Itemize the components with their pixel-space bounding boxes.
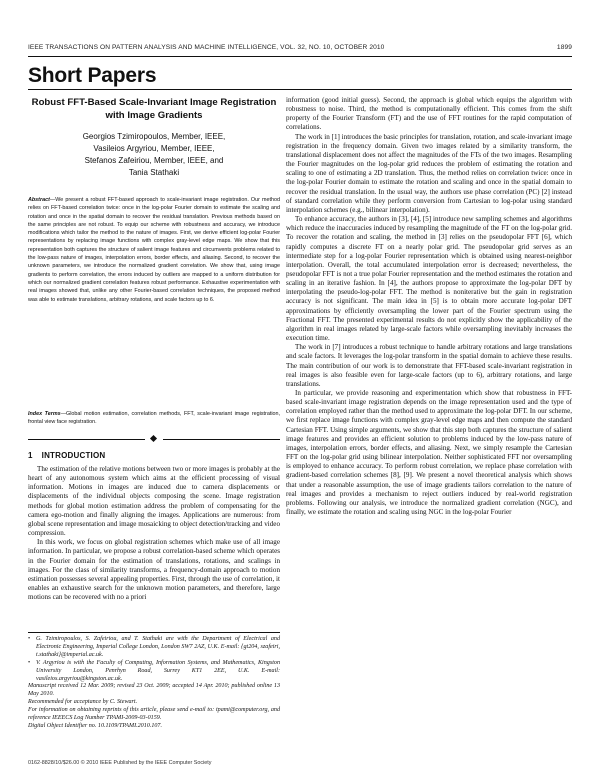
footnotes [28, 636, 280, 731]
affiliation-text: G. Tzimiropoulos, S. Zafeiriou, and T. Stathaki are with the Department of Electrical and Electronic Engineering, Imperial College London, London SW7 2AZ, U.K. E-mail: {gt204, szafeiri, t.stathaki}@imperial.ac.uk. [36, 636, 280, 658]
affiliation-note [28, 636, 280, 660]
index-terms-text: Global motion estimation, correlation methods, FFT, scale-invariant image registration, frontal view face registration. [28, 411, 281, 426]
section-title: Short Papers [28, 64, 157, 87]
body-paragraph: In particular, we provide reasoning and experimentation which show that robustness in FFT-based scale-invariant image registration depends on the image representation used and the type of correlation employed rather than the method used to approximate the log-polar DFT. In our scheme, we first replace image functions with complex gray-level edge maps and then compute the standard Cartesian FFT. Using simple arguments, we show that this step both captures the structure of salient image features and provides an efficient solution to problems induced by the low-pass nature of images, interpolation errors, border effects, and aliasing. Next, we simply resample the Cartesian FFT on the log-polar grid using bilinear interpolation. Neither sophisticated FFT nor oversampling is employed to enhance accuracy. To perform robust correlation, we replace phase correlation with gradient-based correlation schemes [8], [9]. We present a novel theoretical analysis which shows that under a reasonable assumption, the use of image gradients tailors correlation to the nature of real images and provides a mechanism to reject outliers induced by real-world registration problems. Following our analysis, we introduce the normalized gradient correlation (NGC), and finally, we estimate the rotation and scaling using NGC in the log-polar Fourier [286, 389, 572, 517]
bullet-icon: • [28, 636, 31, 642]
journal-citation: IEEE TRANSACTIONS ON PATTERN ANALYSIS AND MACHINE INTELLIGENCE, VOL. 32, NO. 10, OCTOBER 2010 [28, 44, 385, 51]
doi-note: Digital Object Identifier no. 10.1109/TPAMI.2010.107. [28, 722, 162, 729]
author-line: Stefanos Zafeiriou, Member, IEEE, and [84, 156, 224, 165]
abstract: Abstract—We present a robust FFT-based approach to scale-invariant image registration. Our method relies on FFT-based correlation twice: once in the log-polar Fourier domain to estimate the scaling and rotation and once in the spatial domain to recover the residual translation. Previous methods based on the same principles are not robust. To equip our scheme with robustness and accuracy, we introduce modifications which tailor the method to the nature of images. First, we derive efficient log-polar Fourier representations by replacing image functions with complex gray-level edge maps. We show that this representation both captures the structure of salient image features and circumvents problems related to the low-pass nature of images, interpolation errors, border effects, and aliasing. Second, to recover the unknown parameters, we introduce the normalized gradient correlation. We show that, using image gradients to perform correlation, the errors induced by outliers are mapped to a uniform distribution for which our normalized gradient correlation features robust performance. Exhaustive experimentation with real images showed that, unlike any other Fourier-based correlation techniques, the proposed method was able to estimate translations, arbitrary rotations, and scale factors up to 6. [28, 197, 280, 303]
diamond-icon [150, 435, 157, 442]
abstract-label: Abstract [28, 197, 50, 203]
introduction-heading [28, 451, 105, 460]
paper-title: Robust FFT-Based Scale-Invariant Image Registration with Image Gradients [31, 97, 277, 121]
body-paragraph: The estimation of the relative motions between two or more images is probably at the heart of any autonomous system which aims at the efficient processing of visual information. Motions in images are induced due to camera displacements or displacements of the individual objects composing the scene. Image registration methods for global motion estimation address the problem of compensating for the camera ego-motion and finally aligning the images. Applications are numerous: from global scene representation and image mosaicking to object detection/tracking and video compression. [28, 465, 280, 538]
author-line: Georgios Tzimiropoulos, Member, IEEE, [82, 132, 226, 141]
manuscript-note: Manuscript received 12 Mar. 2009; revised 23 Oct. 2009; accepted 14 Apr. 2010; published online 13 May 2010. [28, 683, 280, 698]
divider-line-left [28, 439, 145, 440]
author-line: Vasileios Argyriou, Member, IEEE, [93, 144, 215, 153]
body-paragraph: information (good initial guess). Second, the approach is global which equips the algorithm with robustness to noise. Third, the method is computationally efficient. This comes from the shift property of the Fourier Transform (FT) and the use of FFT routines for the rapid computation of correlations. [286, 96, 572, 132]
affiliation-text: V. Argyriou is with the Faculty of Computing, Information Systems, and Mathematics, Kingston University London, Penrhyn Road, Surrey KT1 2EE, U.K. E-mail: vasileios.argyriou@kingston.ac.uk. [36, 659, 280, 682]
heading-number: 1 [28, 451, 33, 460]
author-list [28, 131, 280, 179]
right-column-body [286, 96, 572, 517]
header-rule [28, 56, 572, 57]
affiliation-note [28, 660, 280, 684]
body-paragraph: In this work, we focus on global registration schemes which make use of all image information. In particular, we propose a robust correlation-based scheme which operates in the Fourier domain for the estimation of translations, rotations, and scalings in images. For the class of similarity transforms, a frequency-domain approach to motion estimation possesses several appealing properties. First, through the use of correlation, it enables an exhaustive search for the unknown motion parameters, and therefore, large motions can be recovered with no a priori [28, 538, 280, 602]
body-paragraph: To enhance accuracy, the authors in [3], [4], [5] introduce new sampling schemes and algorithms which reduce the inaccuracies induced by resampling the magnitude of the FT on the log-polar grid. To recover the rotation and scaling, the method in [3] relies on the pseudopolar FFT [6], which rapidly computes a discrete FT on a nearly polar grid. The pseudopolar grid serves as an intermediate step for a log-polar Fourier representation which is obtained using nearest-neighbor interpolation. Overall, the total accumulated interpolation error is decreased; nevertheless, the pseudopolar FFT is not a true polar Fourier representation and the method estimates the rotation and scaling in an iterative fashion. In [4], the authors propose to approximate the log-polar DFT by interpolating the pseudo-log-polar FFT. The method is noniterative but the gain in registration accuracy is not significant. The main idea in [5] is to obtain more accurate log-polar DFT approximations by efficiently oversampling the lower part of the Fourier spectrum using the Fractional FFT. The presented experimental results do not explicitly show the applicability of the algorithm in real images related by large-scale factors while oversampling inevitably increases the execution time. [286, 215, 572, 343]
page-number: 1899 [556, 44, 572, 51]
section-rule [28, 89, 572, 90]
section-divider [28, 435, 280, 443]
recommendation-note: Recommended for acceptance by C. Stewart. [28, 699, 138, 706]
running-header [28, 44, 572, 51]
abstract-text: We present a robust FFT-based approach to scale-invariant image registration. Our method relies on FFT-based correlation twice: once in the log-polar Fourier domain to estimate the scaling and rotation and once in the spatial domain to recover the residual translation. Previous methods based on the same principles are not robust. To equip our scheme with robustness and accuracy, we introduce modifications which tailor the method to the nature of images. First, we derive efficient log-polar Fourier representations by replacing image functions with complex gray-level edge maps. We show that this representation both captures the structure of salient image features and circumvents problems related to the low-pass nature of images, interpolation errors, border effects, and aliasing. Second, to recover the unknown parameters, we introduce the normalized gradient correlation. We show that, using image gradients to perform correlation, the errors induced by outliers are mapped to a uniform distribution for which our normalized gradient correlation features robust performance. Exhaustive experimentation with real images showed that, unlike any other Fourier-based correlation techniques, the proposed method was able to estimate translations, arbitrary rotations, and scale factors up to 6. [28, 197, 280, 303]
footnote-rule [28, 632, 280, 633]
bullet-icon: • [28, 659, 31, 666]
reprint-note: For information on obtaining reprints of this article, please send e-mail to: tpami@computer.org, and reference IEEECS Log Number TPAMI-2009-03-0159. [28, 707, 280, 722]
body-paragraph: The work in [7] introduces a robust technique to handle arbitrary rotations and large translations and scale factors. It leverages the log-polar transform in the spatial domain to achieve these results. The main contribution of our work is to demonstrate that FFT-based scale-invariant registration in real images is also feasible even for large-scale factors (up to 6), arbitrary rotations, and large translations. [286, 343, 572, 388]
divider-line-right [163, 439, 280, 440]
index-terms: Index Terms—Global motion estimation, correlation methods, FFT, scale-invariant image registration, frontal view face registration. [28, 411, 281, 426]
body-paragraph: The work in [1] introduces the basic principles for translation, rotation, and scale-invariant image registration in the frequency domain. Given two images related by a similarity transform, the translational displacement does not affect the magnitudes of the FTs of the two images. Resampling the Fourier magnitudes on the log-polar grid reduces the problem of estimating the rotation and scaling to one of estimating a 2D translation. Thus, the method relies on correlation twice: once in the log-polar Fourier domain to estimate the rotation and scaling and once in the spatial domain to recover the residual translation. In the usual way, the authors use phase correlation (PC) [2] instead of standard correlation while they perform conversion from Cartesian to log-polar using standard interpolation schemes (e.g., bilinear interpolation). [286, 132, 572, 214]
index-terms-label: Index Terms [28, 411, 61, 417]
heading-title: INTRODUCTION [41, 451, 106, 460]
copyright-footer: 0162-8828/10/$26.00 © 2010 IEEE Published by the IEEE Computer Society [28, 760, 212, 766]
author-line: Tania Stathaki [128, 168, 180, 177]
left-column-body [28, 465, 280, 602]
